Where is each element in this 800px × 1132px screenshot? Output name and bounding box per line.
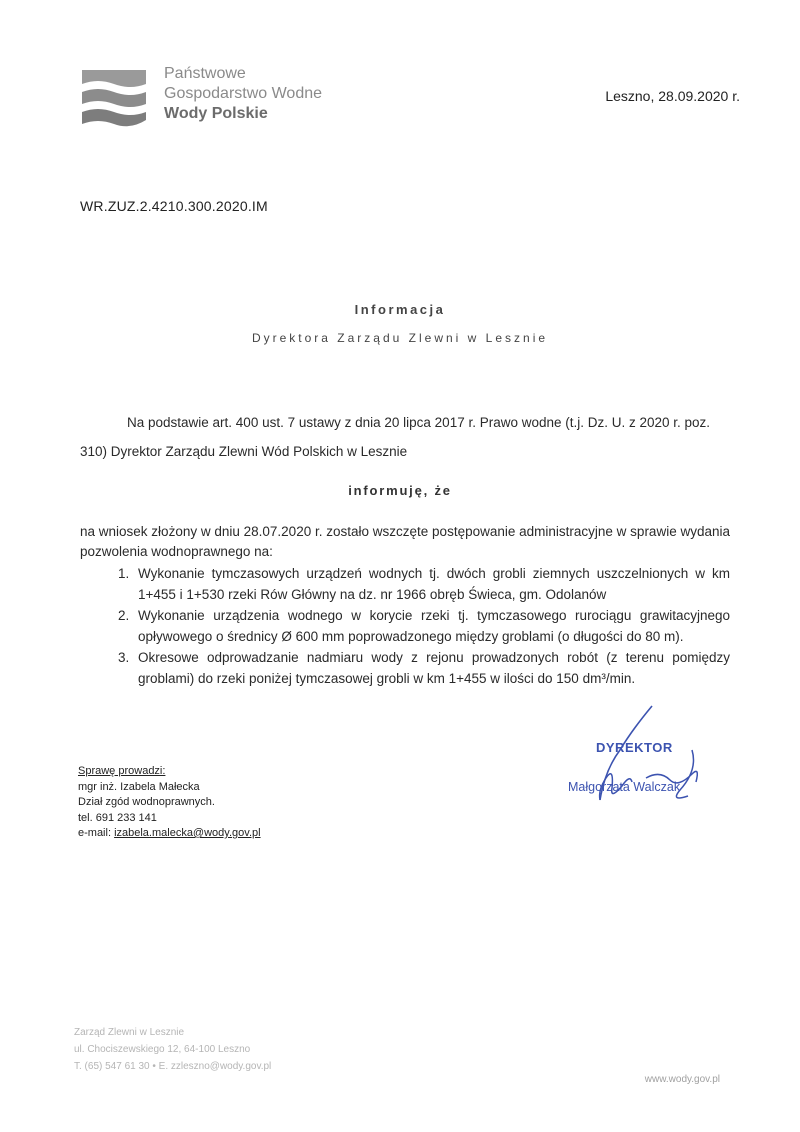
list-item-number: 2. xyxy=(118,608,130,623)
footer-line-2: ul. Chociszewskiego 12, 64-100 Leszno xyxy=(74,1044,251,1055)
wave-logo-icon xyxy=(80,62,148,132)
signature-stamp xyxy=(560,700,730,810)
footer-website[interactable]: www.wody.gov.pl xyxy=(644,1074,720,1085)
informuje-heading: informuję, że xyxy=(348,483,452,498)
legal-basis-paragraph xyxy=(80,408,730,466)
list-item xyxy=(118,647,730,689)
footer-line-3: T. (65) 547 61 30 • E. zzleszno@wody.gov.pl xyxy=(74,1061,272,1072)
list-item-number: 1. xyxy=(118,566,130,581)
document-date: Leszno, 28.09.2020 r. xyxy=(605,88,740,104)
contact-name: mgr inż. Izabela Małecka xyxy=(78,780,200,793)
footer-address xyxy=(74,1024,271,1075)
document-subtitle: Dyrektora Zarządu Zlewni w Lesznie xyxy=(251,331,549,345)
logo-line-2: Gospodarstwo Wodne xyxy=(164,85,323,102)
contact-department: Dział zgód wodnoprawnych. xyxy=(78,796,215,808)
reference-number: WR.ZUZ.2.4210.300.2020.IM xyxy=(80,198,268,214)
permit-items-list xyxy=(118,563,730,689)
wody-polskie-logo xyxy=(80,62,350,134)
list-item-text: Wykonanie tymczasowych urządzeń wodnych tj. dwóch grobli ziemnych uszczelnionych w km 1+455 i 1+530 rzeki Rów Główny na dz. nr 1966 obręb Świeca, gm. Odolanów xyxy=(138,566,730,602)
contact-block xyxy=(78,764,261,842)
logo-line-3: Wody Polskie xyxy=(164,105,268,122)
list-item-number: 3. xyxy=(118,650,130,665)
list-item xyxy=(118,605,730,647)
footer-line-1: Zarząd Zlewni w Lesznie xyxy=(74,1027,185,1038)
logo-text xyxy=(164,64,322,124)
list-item xyxy=(118,563,730,605)
notice-paragraph: na wniosek złożony w dniu 28.07.2020 r. zostało wszczęte postępowanie administracyjne w sprawie wydania pozwolenia wodnoprawnego na: xyxy=(80,524,730,559)
stamp-title: DYREKTOR xyxy=(596,740,673,755)
legal-basis-line-1: Na podstawie art. 400 ust. 7 ustawy z dnia 20 lipca 2017 r. Prawo wodne (t.j. Dz. U. z 2020 r. poz. xyxy=(127,415,711,430)
logo-line-1: Państwowe xyxy=(164,65,246,82)
list-item-text: Wykonanie urządzenia wodnego w korycie rzeki tj. tymczasowego rurociągu grawitacyjnego opływowego o średnicy Ø 600 mm poprowadzonego między groblami (o długości do 80 m). xyxy=(138,608,730,644)
stamp-name: Małgorzata Walczak xyxy=(568,780,681,794)
contact-label: Sprawę prowadzi: xyxy=(78,765,166,777)
contact-email-link[interactable]: izabela.malecka@wody.gov.pl xyxy=(114,827,261,839)
list-item-text: Okresowe odprowadzanie nadmiaru wody z rejonu prowadzonych robót (z terenu pomiędzy groblami) do rzeki poniżej tymczasowej grobli w km 1+455 w ilości do 150 dm³/min. xyxy=(138,650,730,686)
legal-basis-line-2: 310) Dyrektor Zarządu Zlewni Wód Polskich w Lesznie xyxy=(80,444,408,459)
contact-phone: tel. 691 233 141 xyxy=(78,811,157,824)
document-title: Informacja xyxy=(354,302,446,317)
contact-email-prefix: e-mail: xyxy=(78,827,115,839)
